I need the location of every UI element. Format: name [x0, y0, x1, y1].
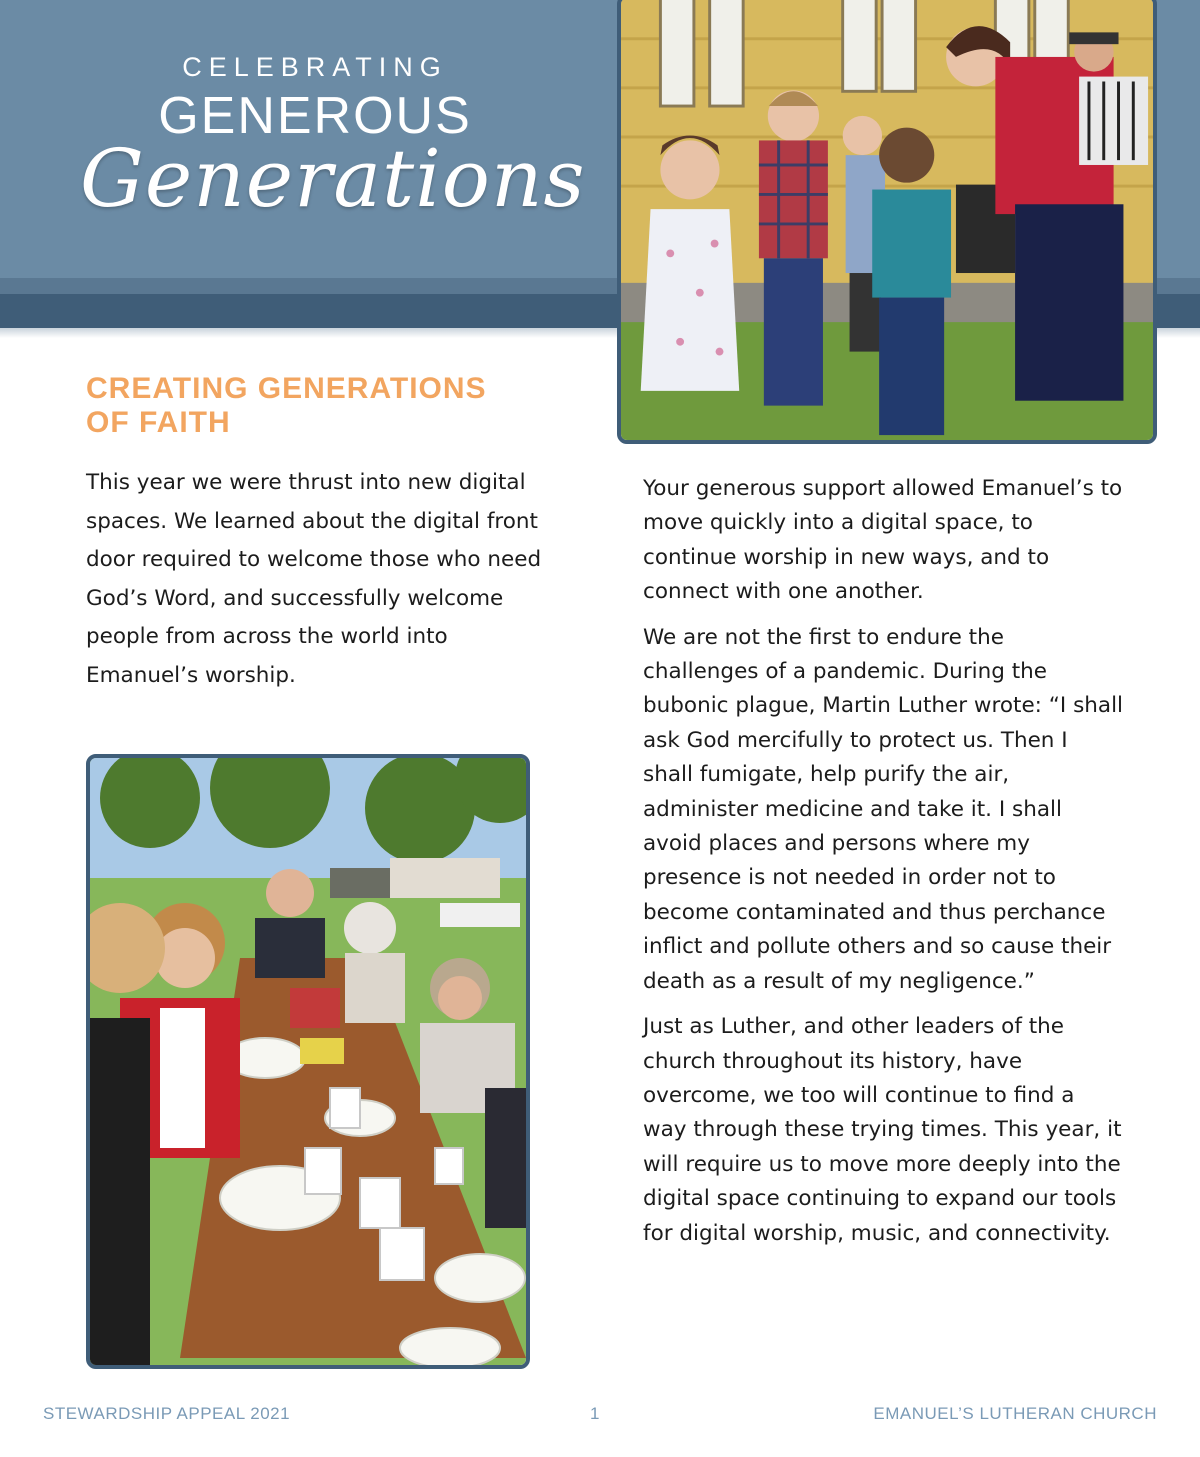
title-line-generous: GENEROUS [158, 87, 472, 145]
right-column [643, 472, 1123, 1262]
title-line-celebrating: CELEBRATING [182, 52, 448, 82]
photo-children-dancing [617, 0, 1157, 444]
intro-paragraph: This year we were thrust into new digital spaces. We learned about the digital front door required to welcome those who need God’s Word, and successfully welcome people from across the world into Emanuel’s worship. [86, 470, 542, 688]
photo-picnic-table [86, 754, 530, 1369]
luther-quote-paragraph: We are not the first to endure the challenges of a pandemic. During the bubonic plague, Martin Luther wrote: “I shall ask God mercifully to protect us. Then I shall fumigate, help purify the air, administer medicine and take it. I shall avoid places and persons where my presence is not needed in order not to become contaminated and thus perchance inflict and pollute others and so cause their death as a result of my negligence.” [643, 624, 1124, 994]
footer-publication: STEWARDSHIP APPEAL 2021 [43, 1404, 291, 1423]
section-heading-line2: OF FAITH [86, 406, 231, 439]
footer-page-number: 1 [590, 1404, 600, 1423]
picnic-table-illustration [90, 758, 526, 1365]
section-heading [86, 372, 566, 440]
children-dancing-illustration [621, 0, 1153, 440]
section-heading-line1: CREATING GENERATIONS [86, 372, 487, 405]
title-line-generations: Generations [80, 132, 586, 225]
future-paragraph: Just as Luther, and other leaders of the church throughout its history, have overcome, we too will continue to find a way through these trying times. This year, it will require us to move more deeply into the digital space continuing to expand our tools for digital worship, music, and connectivity. [643, 1014, 1122, 1246]
support-paragraph: Your generous support allowed Emanuel’s to move quickly into a digital space, to continue worship in new ways, and to connect with one another. [643, 476, 1123, 605]
footer-organization: EMANUEL’S LUTHERAN CHURCH [873, 1404, 1157, 1423]
